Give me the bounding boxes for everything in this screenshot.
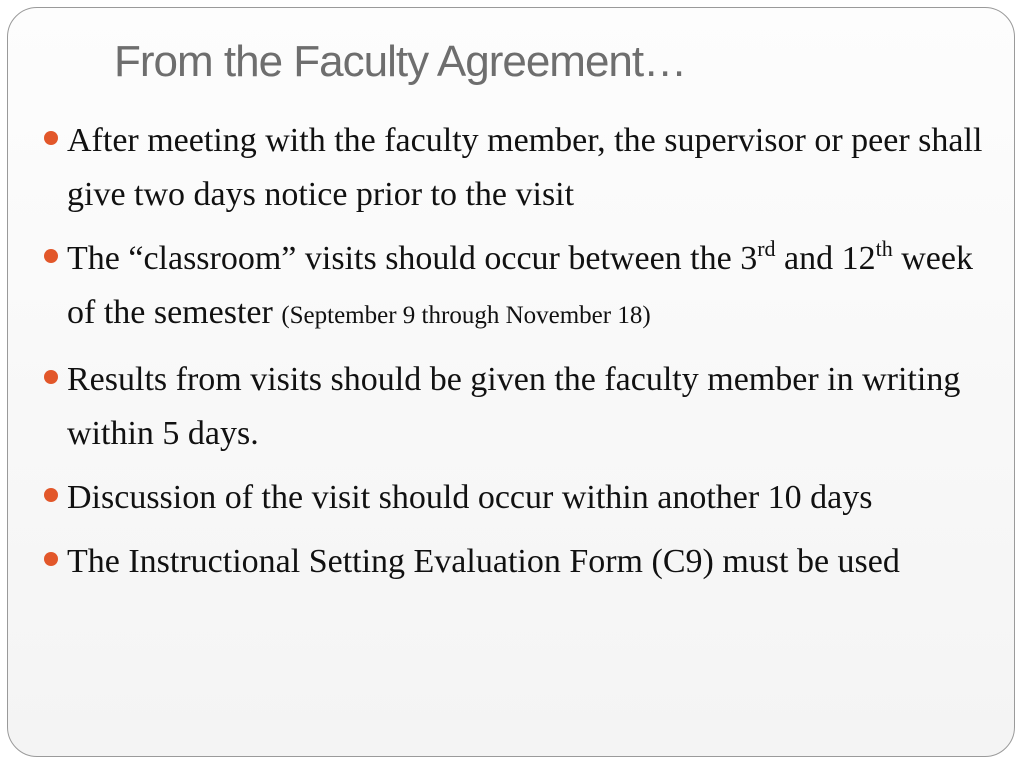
bullet-dot-icon [44, 552, 58, 566]
slide-title: From the Faculty Agreement… [114, 37, 687, 86]
bullet-text: The Instructional Setting Evaluation Form (C9) must be used [67, 543, 900, 580]
bullet-text: Discussion of the visit should occur within another 10 days [67, 479, 873, 516]
bullet-text: week of the semester [67, 240, 973, 331]
bullet-dot-icon [44, 488, 58, 502]
bullet-dot-icon [44, 370, 58, 384]
ordinal-superscript: rd [757, 236, 776, 261]
bullet-list [44, 114, 994, 599]
bullet-text: After meeting with the faculty member, the supervisor or peer shall give two days notice prior to the visit [67, 122, 983, 213]
ordinal-superscript: th [875, 236, 893, 261]
bullet-dot-icon [44, 249, 58, 263]
bullet-text: The “classroom” visits should occur between the 3 [67, 240, 758, 277]
bullet-item [44, 535, 994, 589]
bullet-item [44, 471, 994, 525]
bullet-item [44, 232, 994, 343]
bullet-item [44, 353, 994, 461]
date-range-note: (September 9 through November 18) [281, 302, 651, 329]
bullet-item [44, 114, 994, 222]
bullet-text: and 12 [775, 240, 876, 277]
bullet-text: Results from visits should be given the faculty member in writing within 5 days. [67, 361, 961, 452]
bullet-dot-icon [44, 131, 58, 145]
